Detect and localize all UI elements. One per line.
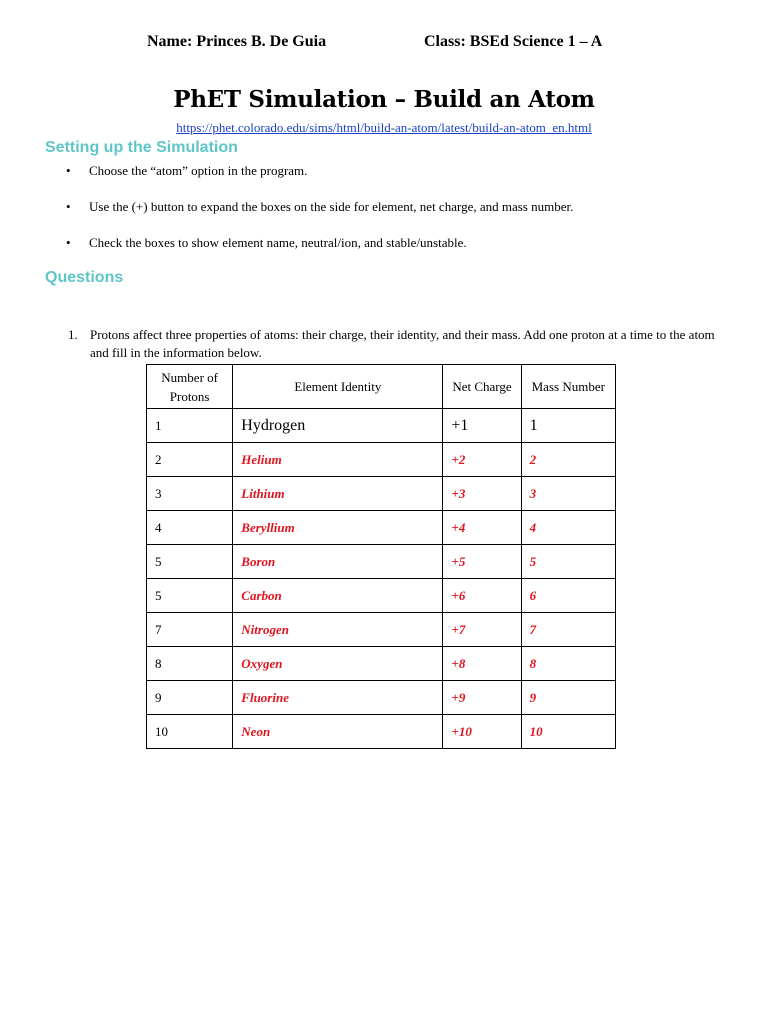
cell-charge: +3 xyxy=(443,477,521,511)
bullet-icon: • xyxy=(66,199,71,214)
table-row xyxy=(147,681,616,715)
cell-charge: +7 xyxy=(443,613,521,647)
cell-element: Neon xyxy=(233,715,443,749)
cell-element: Boron xyxy=(233,545,443,579)
cell-charge: +6 xyxy=(443,579,521,613)
question-number: 1. xyxy=(68,327,78,342)
cell-mass: 3 xyxy=(521,477,615,511)
table-row xyxy=(147,613,616,647)
student-name: Name: Princes B. De Guia xyxy=(147,33,327,50)
cell-mass: 1 xyxy=(521,409,615,443)
cell-protons: 3 xyxy=(147,477,233,511)
page-title: PhET Simulation – Build an Atom xyxy=(173,86,595,113)
cell-element: Beryllium xyxy=(233,511,443,545)
cell-mass: 4 xyxy=(521,511,615,545)
table-row xyxy=(147,443,616,477)
cell-element: Helium xyxy=(233,443,443,477)
table-row xyxy=(147,545,616,579)
cell-protons: 5 xyxy=(147,545,233,579)
cell-element: Lithium xyxy=(233,477,443,511)
bullet-icon: • xyxy=(66,163,71,178)
questions-heading: Questions xyxy=(45,269,124,286)
cell-charge: +4 xyxy=(443,511,521,545)
cell-mass: 2 xyxy=(521,443,615,477)
table-row xyxy=(147,579,616,613)
cell-protons: 9 xyxy=(147,681,233,715)
cell-charge: +10 xyxy=(443,715,521,749)
student-class: Class: BSEd Science 1 – A xyxy=(424,33,603,50)
bullet-icon: • xyxy=(66,235,71,250)
cell-protons: 10 xyxy=(147,715,233,749)
table-row xyxy=(147,715,616,749)
question-1 xyxy=(68,326,728,362)
cell-mass: 7 xyxy=(521,613,615,647)
setup-bullet-list xyxy=(66,162,746,270)
cell-charge: +8 xyxy=(443,647,521,681)
header-number-of-protons: Number of Protons xyxy=(147,365,233,409)
cell-mass: 9 xyxy=(521,681,615,715)
simulation-link[interactable]: https://phet.colorado.edu/sims/html/build-an-atom/latest/build-an-atom_en.html xyxy=(176,120,592,135)
cell-element: Nitrogen xyxy=(233,613,443,647)
cell-element: Fluorine xyxy=(233,681,443,715)
bullet-text: Check the boxes to show element name, neutral/ion, and stable/unstable. xyxy=(89,235,467,250)
cell-mass: 6 xyxy=(521,579,615,613)
cell-element: Carbon xyxy=(233,579,443,613)
cell-mass: 8 xyxy=(521,647,615,681)
cell-protons: 8 xyxy=(147,647,233,681)
cell-mass: 10 xyxy=(521,715,615,749)
table-row xyxy=(147,409,616,443)
header-mass-number: Mass Number xyxy=(521,365,615,409)
cell-protons: 1 xyxy=(147,409,233,443)
header-net-charge: Net Charge xyxy=(443,365,521,409)
header-element-identity: Element Identity xyxy=(233,365,443,409)
cell-mass: 5 xyxy=(521,545,615,579)
table-row xyxy=(147,511,616,545)
cell-protons: 2 xyxy=(147,443,233,477)
list-item xyxy=(66,198,746,234)
cell-element: Hydrogen xyxy=(233,409,443,443)
cell-charge: +9 xyxy=(443,681,521,715)
cell-protons: 4 xyxy=(147,511,233,545)
table-row xyxy=(147,477,616,511)
list-item xyxy=(66,162,746,198)
table-row xyxy=(147,647,616,681)
cell-protons: 7 xyxy=(147,613,233,647)
cell-element: Oxygen xyxy=(233,647,443,681)
bullet-text: Choose the “atom” option in the program. xyxy=(89,163,308,178)
protons-table xyxy=(146,364,616,749)
document-header xyxy=(0,33,768,53)
bullet-text: Use the (+) button to expand the boxes on the side for element, net charge, and mass number. xyxy=(89,199,574,214)
cell-charge: +1 xyxy=(443,409,521,443)
cell-charge: +2 xyxy=(443,443,521,477)
cell-protons: 5 xyxy=(147,579,233,613)
list-item xyxy=(66,234,746,270)
table-header-row xyxy=(147,365,616,409)
question-text: Protons affect three properties of atoms: their charge, their identity, and their mass. Add one proton at a time to the atom and fill in the information below. xyxy=(90,327,715,360)
setup-heading: Setting up the Simulation xyxy=(45,139,238,156)
cell-charge: +5 xyxy=(443,545,521,579)
